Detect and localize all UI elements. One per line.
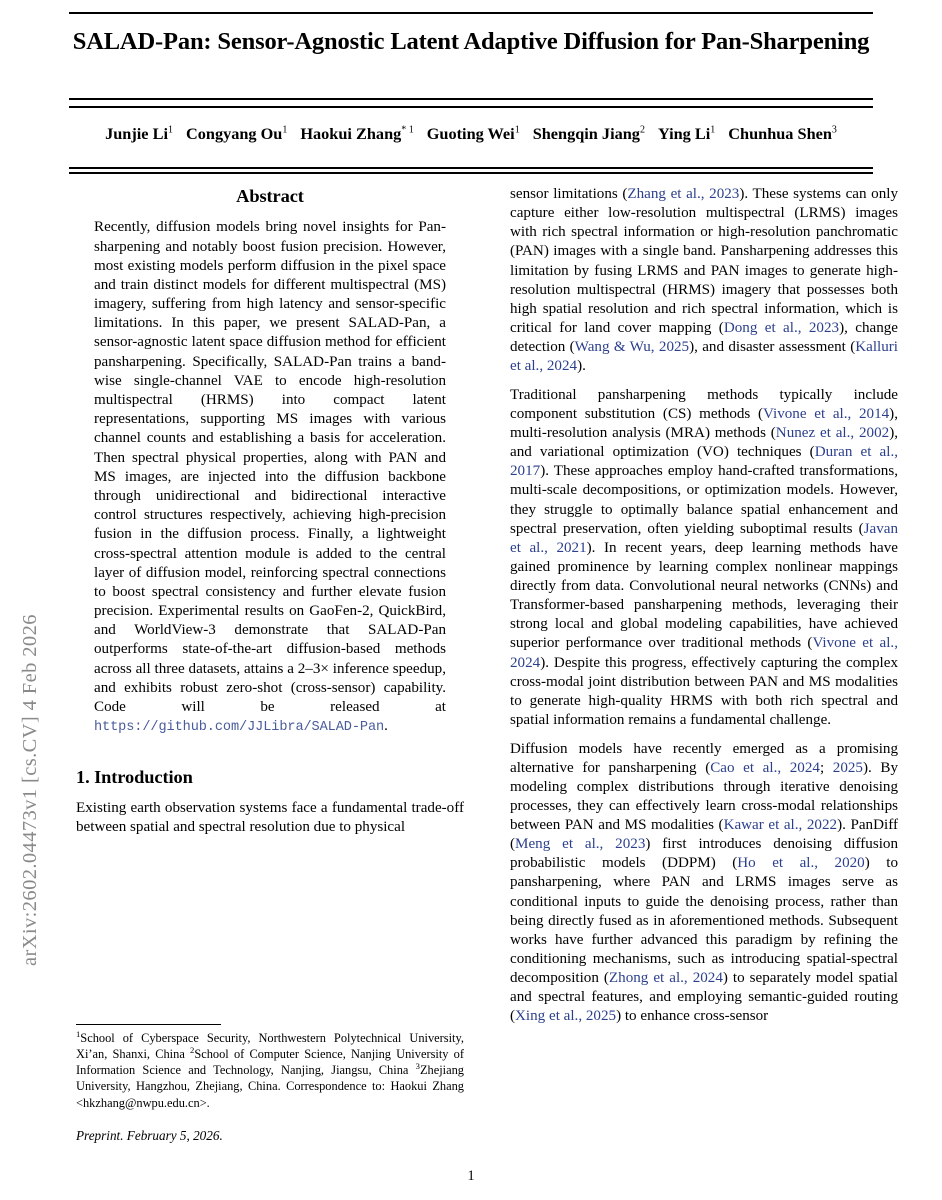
text-run: ), and variational optimization (VO) techniques ( xyxy=(510,425,898,461)
text-run: ) first introduces denoising diffusion probabilistic models (DDPM) ( xyxy=(510,836,898,872)
rule-below-title xyxy=(69,98,873,100)
author-affil-mark: 1 xyxy=(167,124,173,136)
abstract-paragraph xyxy=(94,218,446,736)
text-run: ). These approaches employ hand-crafted transformations, multi-scale decompositions, or optimization models. However, they struggle to optimally balance spatial enhancement and spectral preservation, often yielding suboptimal results ( xyxy=(510,463,898,537)
right-paragraph-1 xyxy=(510,185,898,376)
author-name: Guoting Wei xyxy=(426,124,515,143)
rule-below-authors-2 xyxy=(69,172,873,174)
footnote-mark-1: 1 xyxy=(76,1028,81,1039)
author-name: Chunhua Shen xyxy=(728,124,832,143)
author-entry xyxy=(105,124,173,143)
citation-link[interactable]: Vivone et al., 2014 xyxy=(763,405,890,422)
author-affil-mark: 1 xyxy=(282,124,288,136)
citation-link[interactable]: Xing et al., 2025 xyxy=(515,1008,617,1025)
footnote-rule xyxy=(76,1024,221,1025)
rule-above-authors xyxy=(69,106,873,108)
code-url-link[interactable]: https://github.com/JJLibra/SALAD-Pan xyxy=(94,720,385,736)
citation-link[interactable]: Javan et al., 2021 xyxy=(510,520,898,556)
text-run: ; xyxy=(819,759,833,776)
right-paragraph-2 xyxy=(510,386,898,730)
arxiv-stamp-text: arXiv:2602.04473v1 [cs.CV] 4 Feb 2026 xyxy=(18,614,41,966)
text-run: ) to enhance cross-sensor xyxy=(616,1008,769,1025)
text-run: ), and disaster assessment ( xyxy=(689,339,856,355)
citation-link[interactable]: Dong et al., 2023 xyxy=(723,319,840,336)
intro-paragraph-1: Existing earth observation systems face a fundamental trade-off between spatial and spectral resolution due to physical xyxy=(76,799,464,835)
section-heading-introduction: 1. Introduction xyxy=(76,767,193,788)
page-number: 1 xyxy=(467,1168,475,1184)
author-affil-mark: 2 xyxy=(639,124,645,136)
abstract-text-end: . xyxy=(384,718,388,735)
citation-link[interactable]: Zhong et al., 2024 xyxy=(608,970,723,986)
author-entry xyxy=(533,124,645,143)
citation-link[interactable]: Ho et al., 2020 xyxy=(737,855,865,872)
citation-link[interactable]: Duran et al., 2017 xyxy=(510,444,898,480)
citation-link[interactable]: Nunez et al., 2002 xyxy=(775,425,890,441)
footnote-mark-2: 2 xyxy=(190,1045,195,1055)
affiliation-1: School of Cyberspace Security, Northwestern Polytechnical University, Xi’an, Shanxi, China xyxy=(76,1031,464,1062)
citation-link[interactable]: Vivone et al., 2024 xyxy=(510,635,898,671)
affiliation-3: Zhejiang University, Hangzhou, Zhejiang, China. Correspondence to: Haokui Zhang <hkzhang@nwpu.edu.cn>. xyxy=(76,1063,464,1110)
author-name: Congyang Ou xyxy=(185,124,283,143)
author-affil-mark: 1 xyxy=(514,124,520,136)
citation-link[interactable]: Cao et al., 2024 xyxy=(710,759,820,776)
citation-link[interactable]: Wang & Wu, 2025 xyxy=(574,339,690,355)
author-name: Shengqin Jiang xyxy=(532,124,640,143)
author-name: Haokui Zhang xyxy=(300,124,402,143)
affiliation-2: School of Computer Science, Nanjing University of Information Science and Technology, Nanjing, Jiangsu, China xyxy=(76,1047,464,1078)
preprint-notice: Preprint. February 5, 2026. xyxy=(76,1127,223,1143)
author-list xyxy=(69,124,873,144)
author-affil-mark: 1 xyxy=(710,124,716,136)
text-run: ), multi-resolution analysis (MRA) methods ( xyxy=(510,405,898,441)
arxiv-stamp xyxy=(0,0,60,1200)
text-run: ). By modeling complex distributions through iterative denoising processes, they can effectively learn cross-modal relationships between PAN and MS modalities ( xyxy=(510,759,898,833)
rule-below-authors xyxy=(69,167,873,169)
text-run: ). Despite this progress, effectively capturing the complex cross-modal joint distribution between PAN and MS modalities to generate high-quality HRMS with both rich spectral and spatial information remains a fundamental challenge. xyxy=(510,654,898,728)
right-column xyxy=(510,185,898,1036)
author-affil-mark: * 1 xyxy=(401,124,414,136)
author-affil-mark: 3 xyxy=(831,124,837,136)
text-run: Traditional pansharpening methods typically include component substitution (CS) methods ( xyxy=(510,386,898,422)
text-run: ). xyxy=(577,358,586,375)
text-run: ). In recent years, deep learning methods have gained prominence by learning complex nonlinear mappings directly from data. Convolutional neural networks (CNNs) and Transformer-based pansharpening methods, leveraging their strong local and global modeling capabilities, have achieved superior performance over traditional methods ( xyxy=(510,539,898,652)
footnote-affiliations xyxy=(76,1030,464,1111)
citation-link[interactable]: 2025 xyxy=(832,759,863,776)
abstract-body xyxy=(94,218,446,736)
right-paragraph-3 xyxy=(510,740,898,1027)
author-entry xyxy=(427,124,520,143)
footnote-mark-3: 3 xyxy=(415,1061,420,1072)
left-column xyxy=(76,185,464,847)
author-name: Ying Li xyxy=(657,124,711,143)
text-run: ) to separately model spatial and spectral features, and employing semantic-guided routing ( xyxy=(510,970,899,1025)
author-entry xyxy=(186,124,287,143)
text-run: sensor limitations ( xyxy=(510,186,628,202)
abstract-text: Recently, diffusion models bring novel insights for Pan-sharpening and notably boost fusion precision. However, most existing models perform diffusion in the pixel space and train distinct models for different multispectral (MS) imagery, suffering from high latency and sensor-specific limitations. In this paper, we present SALAD-Pan, a sensor-agnostic latent space diffusion method for efficient pansharpening. Specifically, SALAD-Pan trains a band-wise single-channel VAE to encode high-resolution multispectral (HRMS) into compact latent representations, supporting MS images with various channel counts and establishing a basis for acceleration. Then spectral physical properties, along with PAN and MS images, are injected into the diffusion backbone through unidirectional and bidirectional interactive control structures respectively, achieving high-precision fusion in the diffusion process. Finally, a lightweight cross-spectral attention module is added to the central layer of diffusion model, reinforcing spectral connections to boost spectral consistency and further elevate fusion precision. Experimental results on GaoFen-2, QuickBird, and WorldView-3 demonstrate that SALAD-Pan outperforms state-of-the-art diffusion-based methods across all three datasets, attains a 2–3× inference speedup, and exhibits robust zero-shot (cross-sensor) capability. Code will be released at xyxy=(94,219,446,716)
author-entry xyxy=(728,124,837,143)
text-run: Diffusion models have recently emerged as a promising alternative for pansharpening ( xyxy=(510,740,898,776)
author-entry xyxy=(300,124,413,143)
text-run: ). PanDiff ( xyxy=(510,817,898,853)
citation-link[interactable]: Meng et al., 2023 xyxy=(515,836,646,853)
author-name: Junjie Li xyxy=(105,124,168,143)
text-run: ) to pansharpening, where PAN and LRMS images serve as conditional inputs to guide the denoising process, rather than being directly fused as in aforementioned methods. Subsequent works have further advanced this paradigm by refining the conditioning mechanisms, such as introducing spatial-spectral decomposition ( xyxy=(510,855,898,986)
text-run: ), change detection ( xyxy=(510,319,899,355)
rule-top xyxy=(69,12,873,14)
author-entry xyxy=(658,124,715,143)
citation-link[interactable]: Kawar et al., 2022 xyxy=(723,817,838,833)
citation-link[interactable]: Kalluri et al., 2024 xyxy=(510,339,898,375)
citation-link[interactable]: Zhang et al., 2023 xyxy=(627,186,740,202)
text-run: ). These systems can only capture either low-resolution multispectral (LRMS) images with rich spectral information or high-resolution panchromatic (PAN) images with a single band. Pansharpening addresses this limitation by fusing LRMS and PAN images to generate high-resolution multispectral (HRMS) imagery that possesses both high spatial resolution and rich spectral information, which is critical for land cover mapping ( xyxy=(510,186,898,336)
abstract-heading: Abstract xyxy=(236,186,304,206)
footnote-block xyxy=(76,1024,464,1144)
page-title: SALAD-Pan: Sensor-Agnostic Latent Adaptive Diffusion for Pan-Sharpening xyxy=(72,28,870,55)
